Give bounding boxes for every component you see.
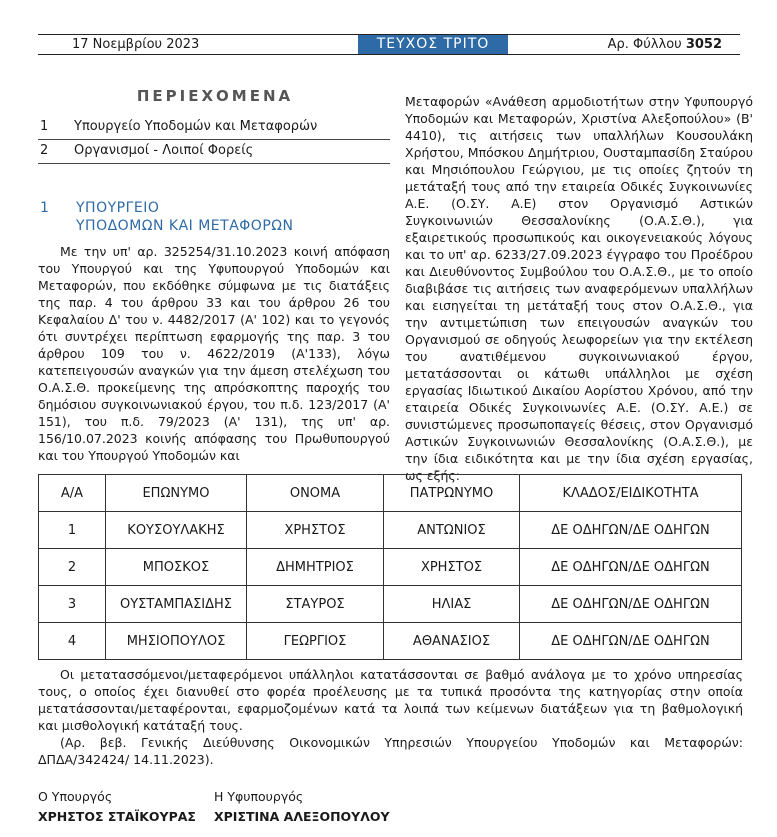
header-cell: ΕΠΩΝΥΜΟ bbox=[106, 475, 247, 512]
contents-item[interactable] bbox=[38, 115, 390, 140]
signature-minister bbox=[38, 787, 196, 827]
cell: ΧΡΗΣΤΟΣ bbox=[247, 512, 384, 549]
sheet-number bbox=[608, 35, 722, 54]
signature-role: Η Υφυπουργός bbox=[214, 789, 304, 804]
staff-table bbox=[38, 474, 742, 660]
cell: 4 bbox=[39, 623, 106, 660]
body-left-column bbox=[38, 243, 390, 464]
cell: ΔΕ ΟΔΗΓΩΝ/ΔΕ ΟΔΗΓΩΝ bbox=[520, 586, 742, 623]
signature-name: ΧΡΗΣΤΟΣ ΣΤΑΪΚΟΥΡΑΣ bbox=[38, 809, 196, 824]
cell: ΚΟΥΣΟΥΛΑΚΗΣ bbox=[106, 512, 247, 549]
cell: ΔΕ ΟΔΗΓΩΝ/ΔΕ ΟΔΗΓΩΝ bbox=[520, 512, 742, 549]
cell: 3 bbox=[39, 586, 106, 623]
header-cell: Α/Α bbox=[39, 475, 106, 512]
cell: ΧΡΗΣΤΟΣ bbox=[384, 549, 520, 586]
cell: 2 bbox=[39, 549, 106, 586]
signature-name: ΧΡΙΣΤΙΝΑ ΑΛΕΞΟΠΟΥΛΟΥ bbox=[214, 809, 390, 824]
table-row bbox=[39, 623, 742, 660]
contents-item-label: Υπουργείο Υποδομών και Μεταφορών bbox=[74, 119, 318, 134]
section-number: 1 bbox=[40, 200, 49, 216]
cell: ΟΥΣΤΑΜΠΑΣΙΔΗΣ bbox=[106, 586, 247, 623]
closing-text bbox=[38, 666, 743, 768]
cell: ΜΗΣΙΟΠΟΥΛΟΣ bbox=[106, 623, 247, 660]
contents-title: ΠΕΡΙΕΧΟΜΕΝΑ bbox=[136, 87, 294, 105]
sheet-label: Αρ. Φύλλου bbox=[607, 37, 682, 52]
cell: ΓΕΩΡΓΙΟΣ bbox=[247, 623, 384, 660]
contents-item-label: Οργανισμοί - Λοιποί Φορείς bbox=[74, 143, 254, 158]
issue-date: 17 Νοεμβρίου 2023 bbox=[72, 37, 200, 52]
section-title bbox=[76, 199, 293, 235]
sheet-number-value: 3052 bbox=[685, 37, 722, 52]
cell: ΔΕ ΟΔΗΓΩΝ/ΔΕ ΟΔΗΓΩΝ bbox=[520, 623, 742, 660]
header-cell: ΠΑΤΡΩΝΥΜΟ bbox=[384, 475, 520, 512]
section-title-line1: ΥΠΟΥΡΓΕΙΟ bbox=[76, 200, 160, 216]
cell: ΑΝΤΩΝΙΟΣ bbox=[384, 512, 520, 549]
header-cell: ΟΝΟΜΑ bbox=[247, 475, 384, 512]
contents-item-number: 2 bbox=[40, 143, 49, 158]
cell: 1 bbox=[39, 512, 106, 549]
table-header-row bbox=[39, 475, 742, 512]
closing-paragraph: Οι μετατασσόμενοι/μεταφερόμενοι υπάλληλοι κατατάσσονται σε βαθμό ανάλογα με το χρόνο υπηρεσίας τους, ο οποίος έχει διανυθεί στο φορέα προέλευσης με τα τυπικά προσόντα της κατηγορίας στην οποία μετατάσσονται/μεταφέρονται, εφαρμοζομένων κατά τα λοιπά των κείμενων διατάξεων για τη βαθμολογική και μισθολογική κατάταξή τους. bbox=[38, 667, 743, 733]
cell: ΑΘΑΝΑΣΙΟΣ bbox=[384, 623, 520, 660]
cell: ΗΛΙΑΣ bbox=[384, 586, 520, 623]
section-title-line2: ΥΠΟΔΟΜΩΝ ΚΑΙ ΜΕΤΑΦΟΡΩΝ bbox=[76, 218, 294, 234]
cell: ΔΗΜΗΤΡΙΟΣ bbox=[247, 549, 384, 586]
signature-role: Ο Υπουργός bbox=[38, 789, 113, 804]
header-cell: ΚΛΑΔΟΣ/ΕΙΔΙΚΟΤΗΤΑ bbox=[520, 475, 742, 512]
signature-deputy-minister bbox=[214, 787, 390, 827]
table-row bbox=[39, 549, 742, 586]
contents-item-number: 1 bbox=[40, 119, 49, 134]
body-paragraph-left: Με την υπ' αρ. 325254/31.10.2023 κοινή απόφαση του Υπουργού και της Υφυπουργού Υποδομών και Μεταφορών, που εκδόθηκε σύμφωνα με τις διατάξεις της παρ. 4 του άρθρου 33 και του άρθρου 26 του Κεφαλαίου Δ' του ν. 4482/2017 (Α' 102) και το γεγονός ότι συντρέχει περίπτωση εφαρμογής της παρ. 3 του άρθρου 109 του ν. 4622/2019 (Α'133), λόγω κατεπειγουσών αναγκών για την άμεση στελέχωση του Ο.Α.Σ.Θ. προκείμενης της απρόσκοπτης παροχής του δημόσιου συγκοινωνιακού έργου, του π.δ. 123/2017 (Α' 151), του π.δ. 79/2023 (Α' 131), της υπ' αρ. 156/10.07.2023 κοινής απόφασης του Πρωθυπουργού και του Υπουργού Υποδομών και bbox=[38, 244, 390, 463]
body-paragraph-right: Μεταφορών «Ανάθεση αρμοδιοτήτων στην Υφυπουργό Υποδομών και Μεταφορών, Χριστίνα Αλεξοπούλου» (Β' 4410), τις αιτήσεις των υπαλλήλων Κουσουλάκη Χρήστου, Μπόσκου Δημήτριου, Ουσταμπασίδη Σταύρου και Μησιόπουλου Γεώργιου, με τις οποίες ζητούν τη μετάταξή τους από την εταιρεία Οδικές Συγκοινωνίες Α.Ε. (Ο.ΣΥ. Α.Ε) στον Οργανισμό Αστικών Συγκοινωνιών Θεσσαλονίκης (Ο.Α.Σ.Θ.), για εξαιρετικούς προσωπικούς και οικογενειακούς λόγους και το υπ' αρ. 6233/27.09.2023 έγγραφο του Προέδρου και Διευθύνοντος Συμβούλου του Ο.Α.Σ.Θ., με το οποίο διαβιβάσε τις αιτήσεις των αναφερόμενων υπαλλήλων και εισηγείται τη μετάταξή τους στον Ο.Α.Σ.Θ., για την αντιμετώπιση των επειγουσών αναγκών του Οργανισμού σε οδηγούς λεωφορείων για την εκτέλεση του ανατιθέμενου συγκοινωνιακού έργου, μετατάσσονται οι κάτωθι υπάλληλοι με σχέση εργασίας Ιδιωτικού Δικαίου Αορίστου Χρόνου, από την εταιρεία Οδικές Συγκοινωνίες Α.Ε. (Ο.ΣΥ. Α.Ε.) σε συνιστώμενες προσωποπαγείς θέσεις, στον Οργανισμό Αστικών Συγκοινωνιών Θεσσαλονίκης (Ο.Α.Σ.Θ.), με την ίδια ειδικότητα και με την ίδια σχέση εργασίας, ως εξής: bbox=[405, 94, 753, 483]
table-row bbox=[39, 512, 742, 549]
budget-certificate-note: (Αρ. βεβ. Γενικής Διεύθυνσης Οικονομικών Υπηρεσιών Υπουργείου Υποδομών και Μεταφορών: ΔΠΔΑ/342424/ 14.11.2023). bbox=[38, 735, 743, 767]
page-header bbox=[38, 34, 740, 55]
body-right-column bbox=[405, 93, 753, 484]
contents-item[interactable] bbox=[38, 139, 390, 164]
cell: ΣΤΑΥΡΟΣ bbox=[247, 586, 384, 623]
issue-badge: ΤΕΥΧΟΣ ΤΡΙΤΟ bbox=[358, 35, 508, 54]
cell: ΔΕ ΟΔΗΓΩΝ/ΔΕ ΟΔΗΓΩΝ bbox=[520, 549, 742, 586]
table-row bbox=[39, 586, 742, 623]
cell: ΜΠΟΣΚΟΣ bbox=[106, 549, 247, 586]
